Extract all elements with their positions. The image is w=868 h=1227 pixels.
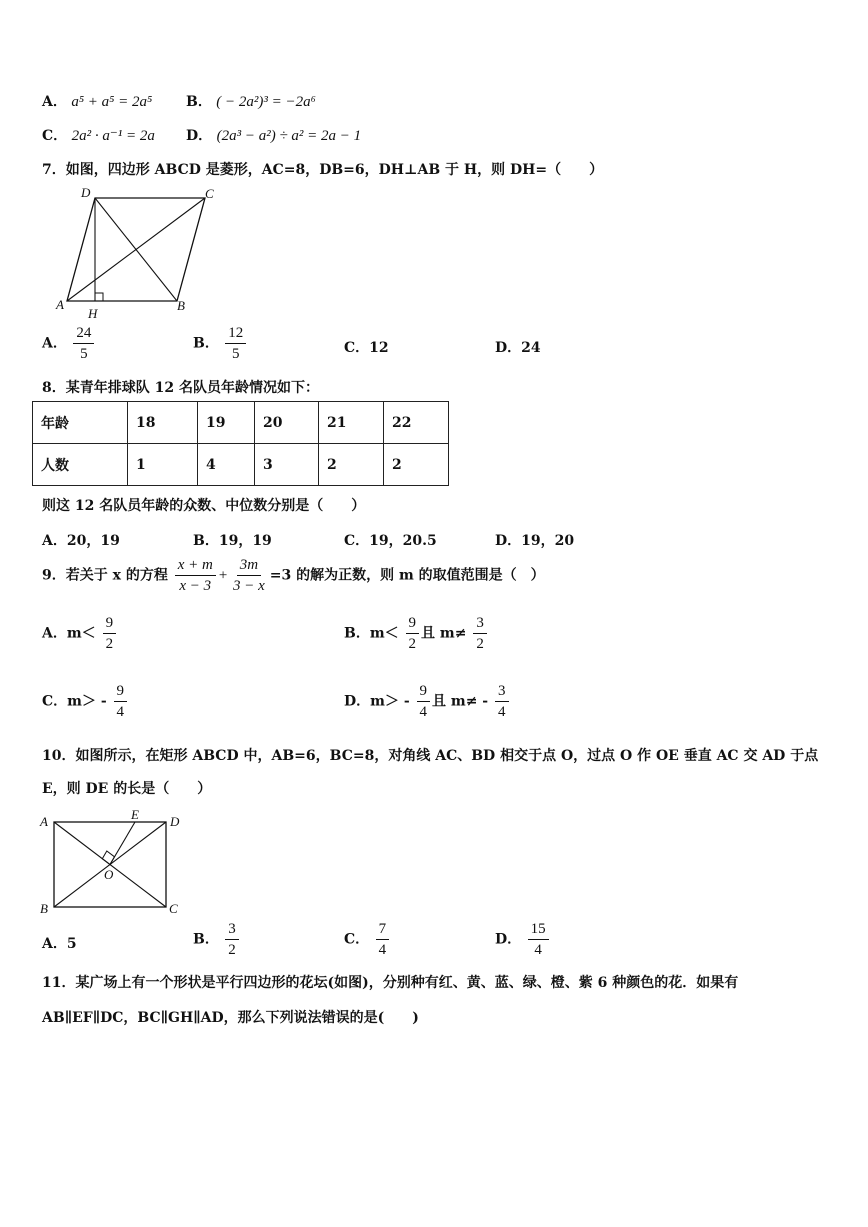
option-middle: 且 m≠ (421, 625, 467, 642)
q10-option-b (193, 920, 241, 959)
numerator: 9 (103, 614, 117, 634)
option-math: a⁵ + a⁵ = 2a⁵ (71, 94, 153, 110)
q8-option-b: B．19，19 (193, 533, 272, 549)
q10-option-d (495, 920, 551, 959)
vertex-label-b: B (177, 298, 185, 313)
fraction (114, 682, 128, 721)
q7-option-a (42, 324, 96, 363)
numerator: 9 (406, 614, 420, 634)
q6-option-b (186, 91, 316, 111)
numerator: 15 (528, 920, 549, 940)
table-row (33, 444, 449, 486)
q8-question: 则这 12 名队员年龄的众数、中位数分别是（ ） (42, 498, 366, 514)
option-math: (2a³ − a²) ÷ a² = 2a − 1 (216, 128, 362, 144)
table-cell: 3 (255, 444, 319, 486)
stem-prefix: 9．若关于 x 的方程 (42, 567, 168, 584)
numerator: x + m (175, 556, 216, 576)
table-cell: 21 (319, 402, 384, 444)
q8-option-a: A．20，19 (42, 533, 120, 549)
option-prefix: D．m＞ - (344, 693, 410, 710)
q11-stem-line2: AB∥EF∥DC，BC∥GH∥AD，那么下列说法错误的是( ) (42, 1010, 419, 1026)
fraction (417, 682, 431, 721)
denominator: 4 (498, 704, 506, 720)
plus-sign: + (217, 567, 228, 584)
table-cell: 年龄 (33, 402, 128, 444)
q10-stem-line2: E，则 DE 的长是（ ） (42, 781, 212, 797)
numerator: 3 (225, 920, 239, 940)
option-label: A． (42, 94, 67, 110)
q10-option-c (344, 920, 391, 959)
vertex-label-c: C (205, 186, 214, 201)
denominator: 5 (80, 346, 88, 362)
rectangle-figure (36, 805, 196, 917)
denominator: 4 (419, 704, 428, 720)
q9-stem (42, 556, 545, 595)
vertex-label-c: C (169, 901, 178, 916)
option-label: D． (186, 128, 213, 144)
table-cell: 人数 (33, 444, 128, 486)
fraction (73, 324, 94, 363)
denominator: 2 (476, 636, 484, 652)
vertex-label-d: D (170, 814, 180, 829)
q8-option-d: D．19，20 (495, 533, 575, 549)
option-label: B． (193, 335, 219, 352)
q7-option-d (495, 337, 541, 357)
numerator: 9 (417, 682, 431, 702)
numerator: 9 (114, 682, 128, 702)
vertex-label-a: A (40, 814, 48, 829)
numerator: 3 (495, 682, 509, 702)
q8-stem: 8．某青年排球队 12 名队员年龄情况如下： (42, 380, 319, 396)
q7-option-c (344, 337, 389, 357)
numerator: 12 (225, 324, 246, 344)
option-math: 2a² · a⁻¹ = 2a (71, 128, 155, 144)
q6-option-c (42, 125, 155, 145)
option-prefix: A．m＜ (42, 625, 96, 642)
denominator: 2 (105, 636, 114, 652)
q11-stem-line1: 11．某广场上有一个形状是平行四边形的花坛(如图)，分别种有红、黄、蓝、绿、橙、紫 6 种颜色的花．如果有 (42, 975, 739, 991)
q9-option-b (344, 614, 489, 653)
table-cell: 18 (128, 402, 198, 444)
option-text: 12 (369, 340, 389, 356)
q6-option-a (42, 91, 152, 111)
fraction (103, 614, 117, 653)
point-label-o: O (104, 867, 114, 882)
numerator: 7 (376, 920, 390, 940)
table-cell: 1 (128, 444, 198, 486)
fraction (406, 614, 420, 653)
table-cell: 4 (198, 444, 255, 486)
option-math: ( − 2a²)³ = −2a⁶ (216, 94, 316, 110)
option-prefix: B．m＜ (344, 625, 399, 642)
point-label-e: E (131, 807, 139, 822)
denominator: 5 (232, 346, 240, 362)
vertex-label-b: B (40, 901, 48, 916)
option-middle: 且 m≠ - (432, 693, 489, 710)
rhombus-figure (50, 180, 230, 322)
numerator: 3 (473, 614, 487, 634)
option-label: D． (495, 931, 522, 948)
denominator: 4 (116, 704, 125, 720)
table-row (33, 402, 449, 444)
denominator: 4 (378, 942, 387, 958)
q7-option-b (193, 324, 248, 363)
right-angle-mark (95, 293, 103, 301)
q9-option-d (344, 682, 511, 721)
vertex-label-h: H (88, 306, 98, 321)
table-cell: 19 (198, 402, 255, 444)
q9-option-a (42, 614, 118, 653)
option-label: C． (344, 340, 370, 356)
q10-stem-line1: 10．如图所示，在矩形 ABCD 中，AB=6，BC=8，对角线 AC、BD 相交于点 O，过点 O 作 OE 垂直 AC 交 AD 于点 (42, 748, 819, 764)
fraction (376, 920, 390, 959)
fraction-3m (230, 556, 268, 595)
table-cell: 2 (319, 444, 384, 486)
q7-stem: 7．如图，四边形 ABCD 是菱形，AC=8，DB=6，DH⊥AB 于 H，则 DH=（ ） (42, 162, 604, 178)
option-text: 24 (521, 340, 541, 356)
denominator: 3 − x (232, 578, 265, 594)
table-cell: 22 (384, 402, 449, 444)
table-cell: 20 (255, 402, 319, 444)
option-label: D． (495, 340, 522, 356)
option-label: B． (186, 94, 212, 110)
q6-option-d (186, 125, 361, 145)
option-text: 5 (66, 936, 77, 952)
vertex-label-a: A (56, 297, 64, 312)
table-cell: 2 (384, 444, 449, 486)
fraction (225, 920, 239, 959)
diagonal-db (95, 198, 177, 301)
denominator: x − 3 (179, 578, 212, 594)
denominator: 2 (408, 636, 417, 652)
age-table (32, 401, 449, 486)
q10-option-a (42, 933, 77, 953)
fraction (473, 614, 487, 653)
fraction-x-plus-m (175, 556, 216, 595)
q8-option-c: C．19，20.5 (344, 533, 437, 549)
numerator: 24 (73, 324, 94, 344)
option-label: C． (344, 931, 370, 948)
numerator: 3m (237, 556, 261, 576)
denominator: 4 (534, 942, 542, 958)
option-label: A． (42, 335, 67, 352)
option-label: C． (42, 128, 68, 144)
fraction (495, 682, 509, 721)
q9-option-c (42, 682, 129, 721)
option-label: B． (193, 931, 219, 948)
fraction (528, 920, 549, 959)
fraction (225, 324, 246, 363)
vertex-label-d: D (81, 185, 91, 200)
option-label: A． (42, 936, 67, 952)
option-prefix: C．m＞ - (42, 693, 107, 710)
stem-suffix: =3 的解为正数，则 m 的取值范围是（ ） (269, 567, 545, 584)
denominator: 2 (228, 942, 236, 958)
